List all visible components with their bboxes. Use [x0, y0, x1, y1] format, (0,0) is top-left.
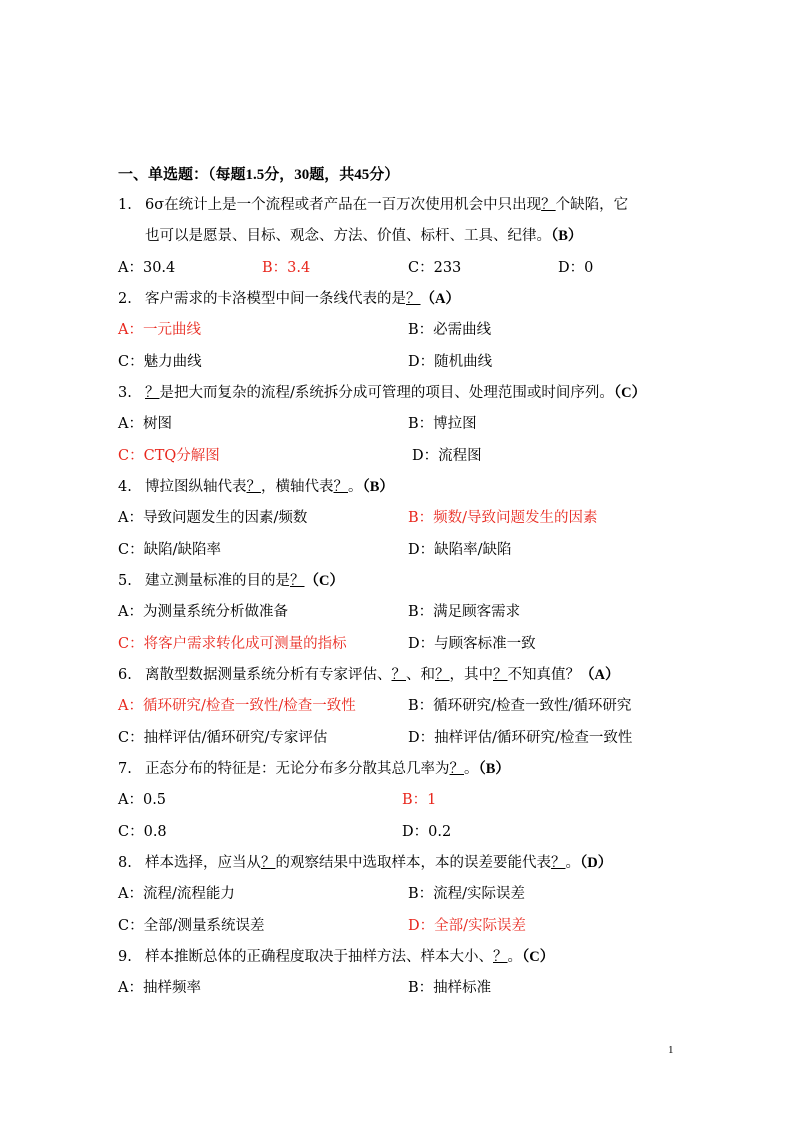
q8-option-a: A：流程/流程能力	[118, 886, 235, 902]
question-6: 6. 离散型数据测量系统分析有专家评估、？、和？，其中？不知真值？（A）	[118, 667, 620, 683]
q3-option-c: C：CTQ分解图	[118, 448, 220, 464]
q5-option-a: A：为测量系统分析做准备	[118, 604, 288, 620]
q5-option-d: D：与顾客标准一致	[408, 636, 536, 652]
q6-option-c: C：抽样评估/循环研究/专家评估	[118, 730, 328, 746]
q2-option-b: B：必需曲线	[408, 322, 492, 338]
question-7: 7. 正态分布的特征是：无论分布多分散其总几率为？。（B）	[118, 761, 510, 777]
question-1-continued: 也可以是愿景、目标、观念、方法、价值、标杆、工具、纪律。（B）	[145, 228, 583, 244]
question-8: 8. 样本选择，应当从？的观察结果中选取样本，本的误差要能代表？。（D）	[118, 855, 613, 871]
q1-option-d: D：0	[558, 260, 594, 276]
q1-option-b: B：3.4	[262, 260, 311, 276]
page-number: 1	[668, 1044, 674, 1056]
q2-option-c: C：魅力曲线	[118, 354, 202, 370]
q1-option-c: C：233	[408, 260, 462, 276]
q7-option-c: C：0.8	[118, 824, 167, 840]
q7-option-b: B：1	[402, 792, 437, 808]
section-heading: 一、单选题：（每题1.5分，30题，共45分）	[118, 167, 400, 183]
q4-option-b: B：频数/导致问题发生的因素	[408, 510, 598, 526]
q9-option-b: B：抽样标准	[408, 980, 492, 996]
question-4: 4. 博拉图纵轴代表？，横轴代表？。（B）	[118, 479, 394, 495]
question-1: 1. 6σ在统计上是一个流程或者产品在一百万次使用机会中只出现？个缺陷，它	[118, 197, 629, 213]
q5-option-b: B：满足顾客需求	[408, 604, 521, 620]
q4-option-d: D：缺陷率/缺陷	[408, 542, 512, 558]
question-9: 9. 样本推断总体的正确程度取决于抽样方法、样本大小、？。（C）	[118, 949, 555, 965]
q8-option-c: C：全部/测量系统误差	[118, 918, 265, 934]
q5-option-c: C：将客户需求转化成可测量的指标	[118, 636, 347, 652]
q9-option-a: A：抽样频率	[118, 980, 201, 996]
q6-option-a: A：循环研究/检查一致性/检查一致性	[118, 698, 356, 714]
question-3: 3. ？是把大而复杂的流程/系统拆分成可管理的项目、处理范围或时间序列。（C）	[118, 385, 647, 401]
q8-option-d: D：全部/实际误差	[408, 918, 527, 934]
q7-option-d: D：0.2	[402, 824, 452, 840]
q3-option-a: A：树图	[118, 416, 172, 432]
q4-option-c: C：缺陷/缺陷率	[118, 542, 221, 558]
q2-option-d: D：随机曲线	[408, 354, 493, 370]
q2-option-a: A：一元曲线	[118, 322, 201, 338]
question-2: 2. 客户需求的卡洛模型中间一条线代表的是？（A）	[118, 291, 460, 307]
q3-option-d: D：流程图	[412, 448, 482, 464]
q7-option-a: A：0.5	[118, 792, 167, 808]
q4-option-a: A：导致问题发生的因素/频数	[118, 510, 308, 526]
q6-option-b: B：循环研究/检查一致性/循环研究	[408, 698, 632, 714]
q6-option-d: D：抽样评估/循环研究/检查一致性	[408, 730, 633, 746]
q1-option-a: A：30.4	[118, 260, 176, 276]
q3-option-b: B：博拉图	[408, 416, 477, 432]
q8-option-b: B：流程/实际误差	[408, 886, 526, 902]
question-5: 5. 建立测量标准的目的是？（C）	[118, 573, 344, 589]
